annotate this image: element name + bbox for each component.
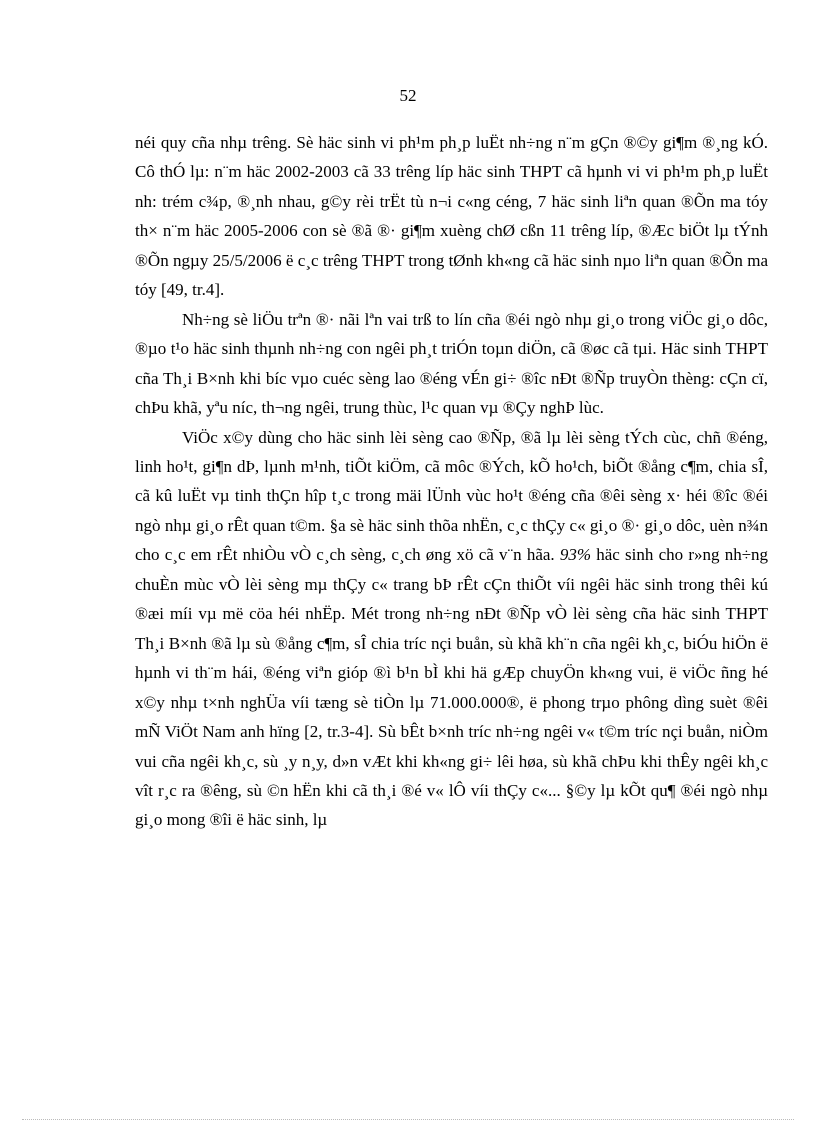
paragraph-3-text-before: ViÖc x©y dùng cho häc sinh lèi sèng cao ®Ñp, ®ã lµ lèi sèng tÝch cùc, chñ ®éng, linh ho¹t, gi¶n dÞ, lµnh m¹nh, tiÕt kiÖm, cã môc ®Ých, kÕ ho¹ch, biÕt ®ång c¶m, chia sÎ, cã kû luËt vµ tinh thÇn hîp t¸c trong mäi lÜnh vùc ho¹t ®éng cña ®êi sèng x· héi ®îc ®éi ngò nhµ gi¸o rÊt quan t©m. §a sè häc sinh thõa nhËn, c¸c thÇy c« gi¸o ®· gi¸o dôc, uèn n¾n cho c¸c em rÊt nhiÒu vÒ c¸ch sèng, c¸ch øng xö cã v¨n hãa. xyxy=(135,427,768,565)
paragraph-3-text-after: häc sinh cho r»ng nh÷ng chuÈn mùc vÒ lèi sèng mµ thÇy c« trang bÞ rÊt cÇn thiÕt víi ngêi häc sinh trong thêi kú ®æi míi vµ më cöa héi nhËp. Mét trong nh÷ng nÐt ®Ñp vÒ lèi sèng cña häc sinh THPT Th¸i B×nh ®ã lµ sù ®ång c¶m, sÎ chia tríc nçi buån, sù khã kh¨n cña ngêi kh¸c, biÓu hiÖn ë hµnh vi th¨m hái, ®éng viªn gióp ®ì b¹n bÌ khi hä gÆp chuyÖn kh«ng vui, ë viÖc ñng hé x©y nhµ t×nh nghÜa víi tæng sè tiÒn lµ 71.000.000®, ë phong trµo phông dìng suèt ®êi mÑ ViÖt Nam anh hïng [2, tr.3-4]. Sù bÊt b×nh tríc nh÷ng ngêi v« t©m tríc nçi buån, niÒm vui cña ngêi kh¸c, sù ¸y n¸y, d»n vÆt khi kh«ng gi÷ lêi høa, sù khã chÞu khi thÊy ngêi kh¸c vît r¸c ra ®êng, sù ©n hËn khi cã th¸i ®é v« lÔ víi thÇy c«... §©y lµ kÕt qu¶ ®éi ngò nhµ gi¸o mong ®îi ë häc sinh, lµ xyxy=(135,545,769,830)
page-number: 52 xyxy=(399,86,417,105)
paragraph-3 xyxy=(135,423,768,835)
paragraph-2: Nh÷ng sè liÖu trªn ®· nãi lªn vai trß to lín cña ®éi ngò nhµ gi¸o trong viÖc gi¸o dôc, ®µo t¹o häc sinh thµnh nh÷ng con ngêi ph¸t triÓn toµn diÖn, cã ®øc cã tµi. Häc sinh THPT cña Th¸i B×nh khi bíc vµo cuéc sèng lao ®éng vÉn gi÷ ®îc nÐt ®Ñp truyÒn thèng: cÇn cï, chÞu khã, yªu níc, th¬ng ngêi, trung thùc, l¹c quan vµ ®Çy nghÞ lùc. xyxy=(135,309,768,418)
body-text xyxy=(135,128,768,835)
percent-figure: 93% xyxy=(559,545,592,565)
page-bottom-rule xyxy=(22,1119,794,1120)
paragraph-1: néi quy cña nhµ trêng. Sè häc sinh vi ph¹m ph¸p luËt nh÷ng n¨m gÇn ®©y gi¶m ®¸ng kÓ. Cô thÓ lµ: n¨m häc 2002-2003 cã 33 trêng líp häc sinh THPT cã hµnh vi vi ph¹m ph¸p luËt nh: trém c¾p, ®¸nh nhau, g©y rèi trËt tù n¬i c«ng céng, 7 häc sinh liªn quan ®Õn ma tóy th× n¨m häc 2005-2006 con sè ®ã ®· gi¶m xuèng chØ cßn 11 trêng líp, ®Æc biÖt lµ tÝnh ®Õn ngµy 25/5/2006 ë c¸c trêng THPT trong tØnh kh«ng cã häc sinh nµo liªn quan ®Õn ma tóy [49, tr.4]. xyxy=(135,133,768,300)
